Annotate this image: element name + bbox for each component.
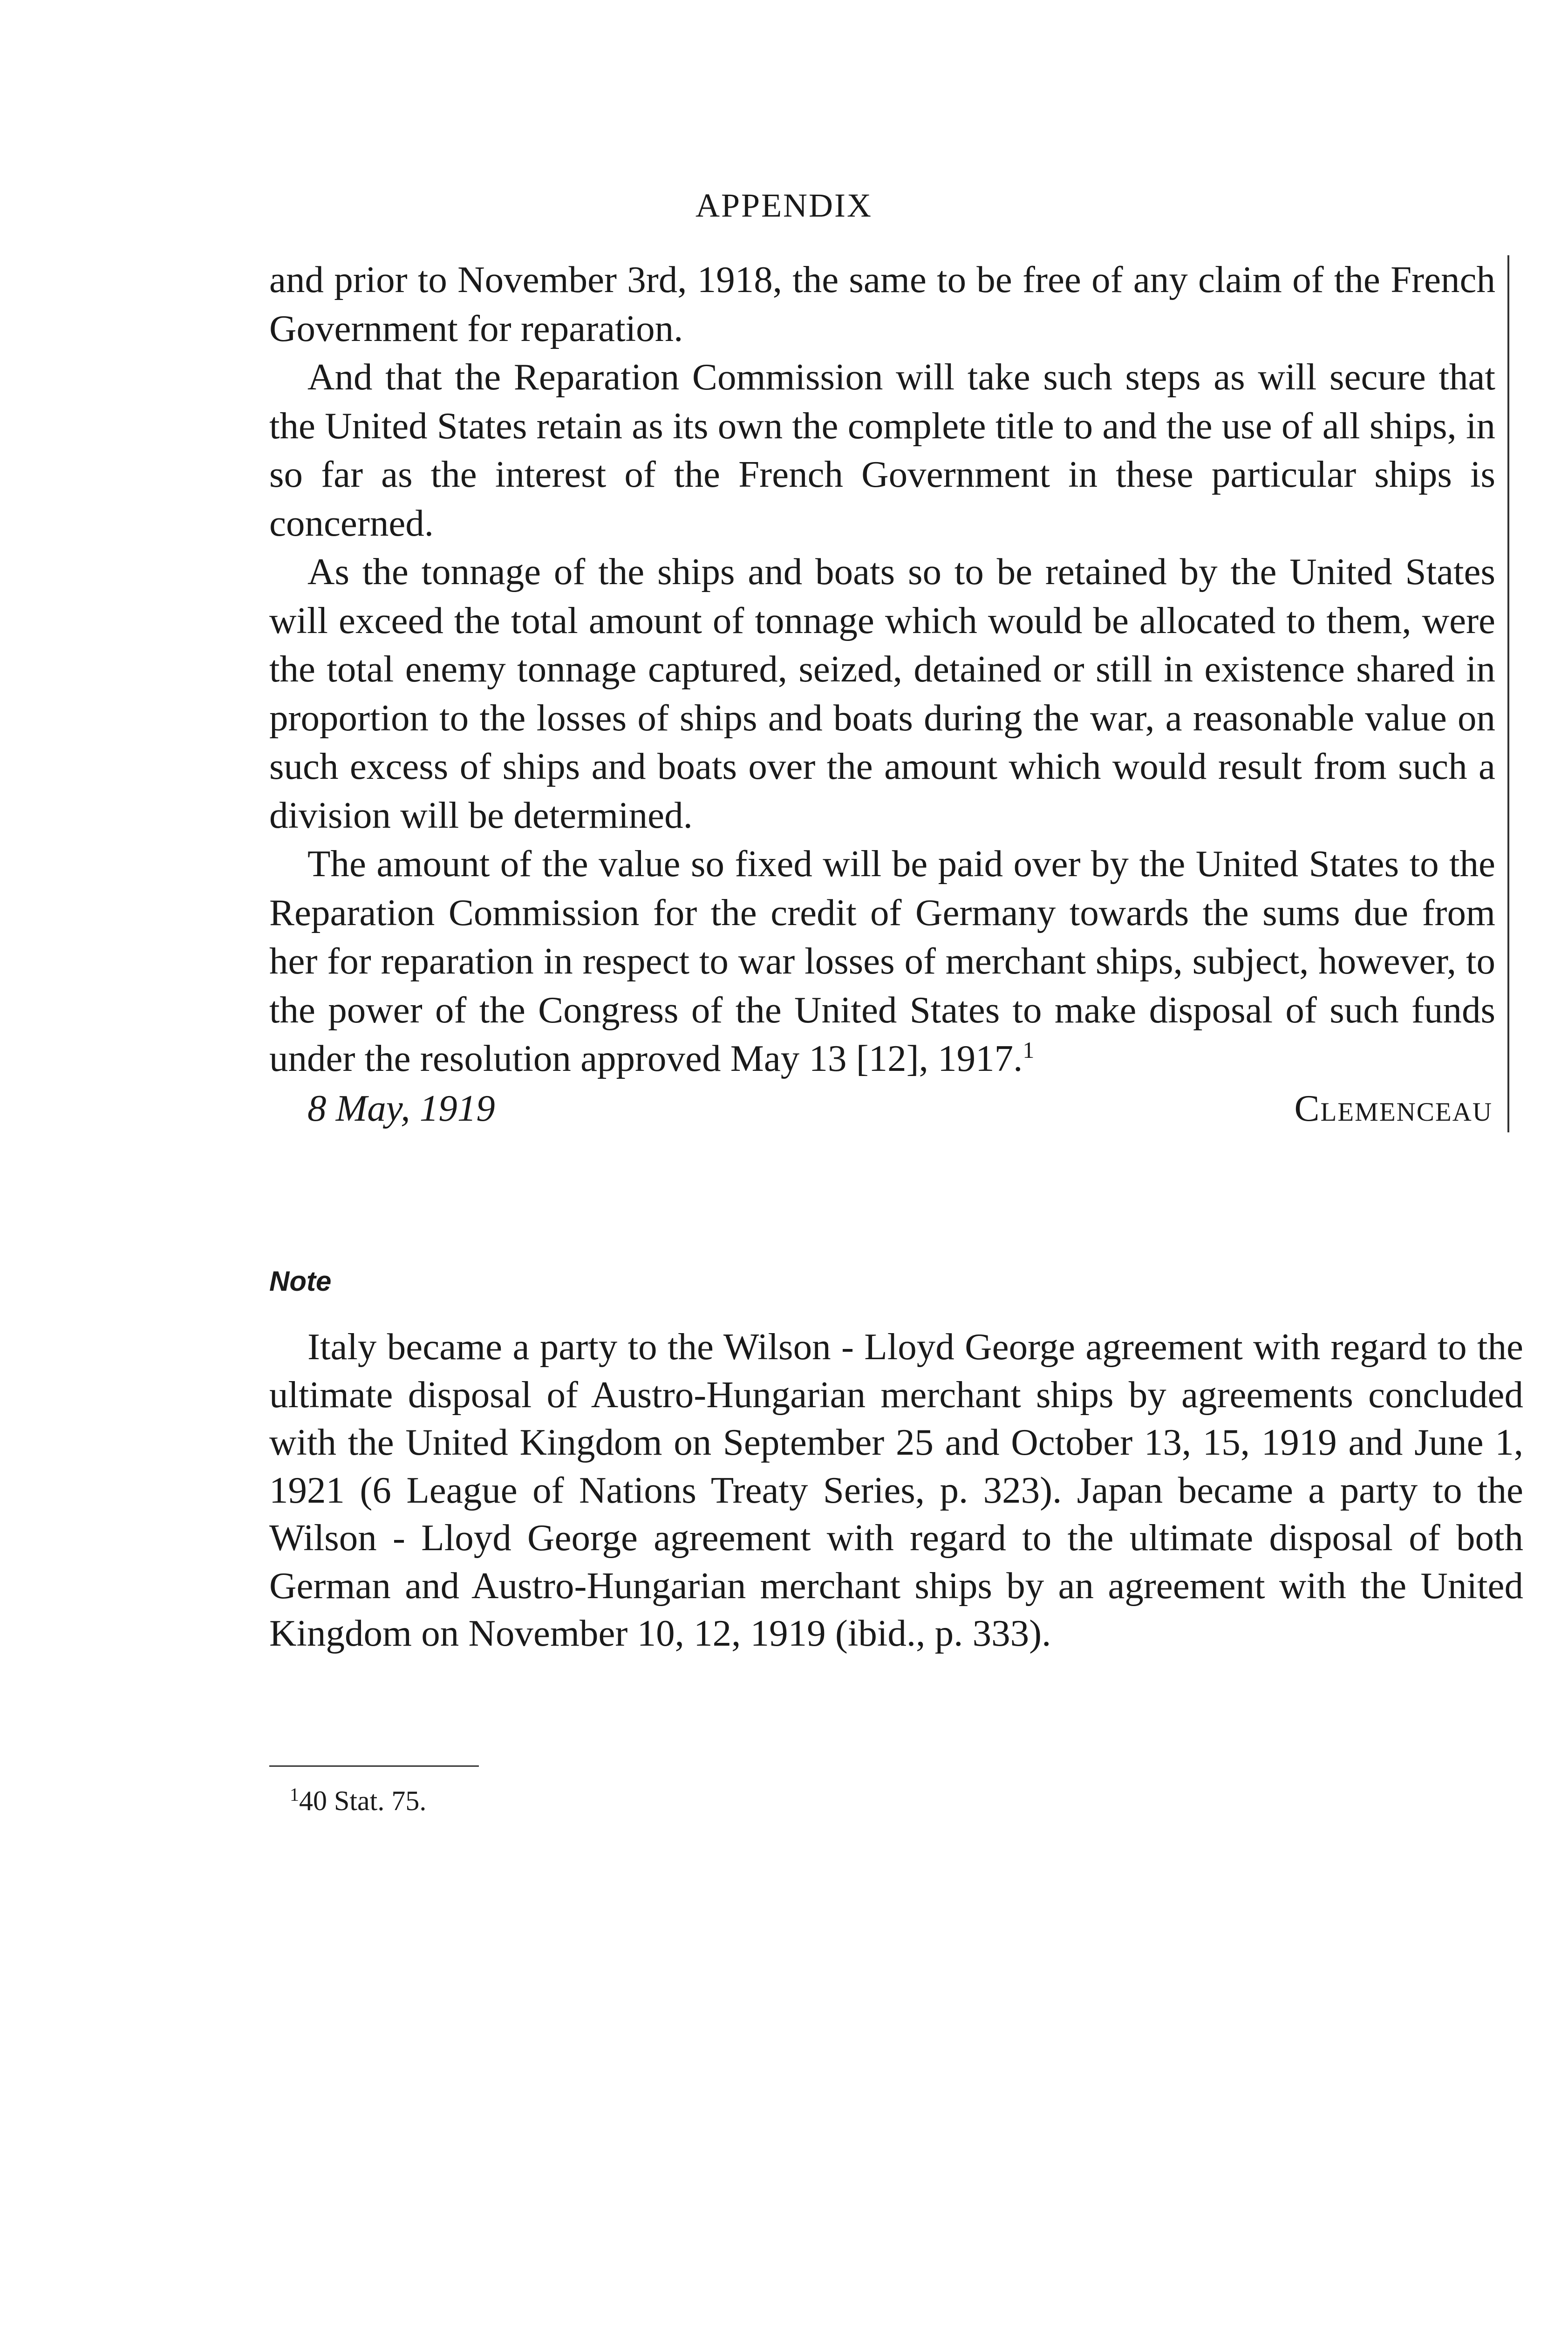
footnote-divider [269,1765,479,1767]
running-header: APPENDIX [695,187,873,224]
footnote-text: 40 Stat. 75. [299,1785,427,1816]
signature-line [269,1084,1495,1133]
signature-date: 8 May, 1919 [307,1087,495,1129]
signatory-name: Clemenceau [1294,1087,1493,1129]
agreement-paragraph-4-text: The amount of the value so fixed will be paid over by the United States to the Reparation Commission for the credit of Germany towards the sums due from her for reparation in respect to war losses of merchant ships, subject, however, to the power of the Congress of the United States to make disposal of such funds under the resolution approved May 13 [12], 1917. [269,843,1495,1079]
agreement-text-block [269,255,1509,1132]
agreement-paragraph-2: And that the Reparation Commission will take such steps as will secure that the United States retain as its own the complete title to and the use of all ships, in so far as the interest of the French Government in these particular ships is concerned. [269,356,1495,544]
footnote-reference: 1 [1023,1037,1035,1063]
note-body: Italy became a party to the Wilson - Lloyd George agreement with regard to the ultimate disposal of Austro-Hungarian merchant ships by agreements concluded with the United Kingdom on September 25 and October 13, 15, 1919 and June 1, 1921 (6 League of Nations Treaty Series, p. 323). Japan became a party to the Wilson - Lloyd George agreement with regard to the ultimate disposal of both German and Austro-Hungarian merchant ships by an agreement with the United Kingdom on November 10, 12, 1919 (ibid., p. 333). [269,1326,1523,1654]
agreement-paragraph-3: As the tonnage of the ships and boats so to be retained by the United States will exceed the total amount of tonnage which would be allocated to them, were the total enemy tonnage captured, seized, detained or still in existence shared in proportion to the losses of ships and boats during the war, a reasonable value on such excess of ships and boats over the amount which would result from such a division will be determined. [269,551,1495,836]
footnote [290,1785,426,1817]
agreement-paragraph-4 [269,839,1495,1083]
note-heading: Note [269,1266,332,1297]
footnote-marker: 1 [290,1784,299,1805]
agreement-paragraph-1: and prior to November 3rd, 1918, the same to be free of any claim of the French Government for reparation. [269,259,1495,349]
